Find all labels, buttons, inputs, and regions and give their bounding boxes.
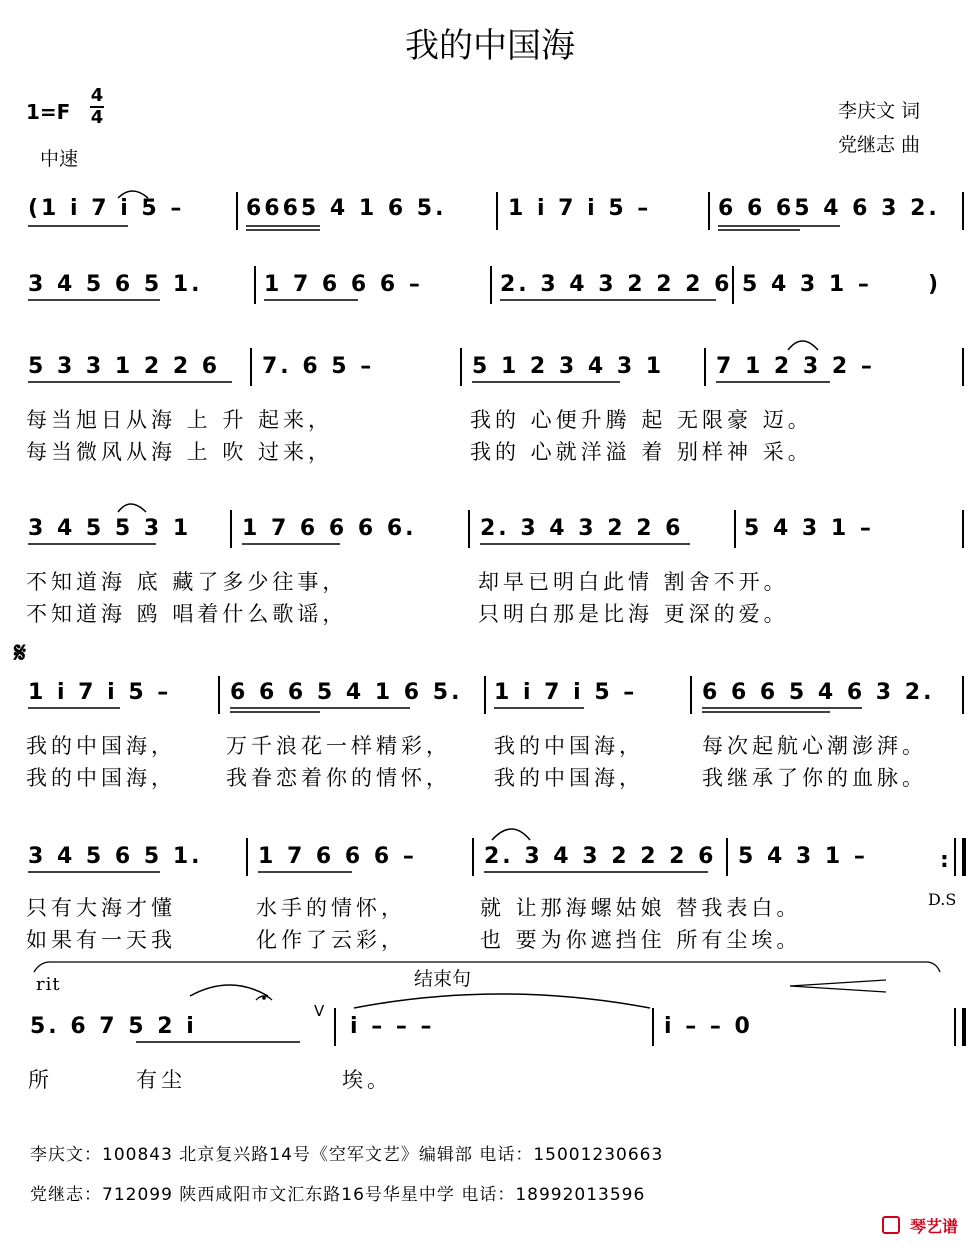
lyric-3b-2: 我的 心就洋溢 着 别样神 采。 [470, 440, 813, 464]
decrescendo-line [790, 980, 886, 986]
lyric-4b-2: 只明白那是比海 更深的爱。 [478, 602, 789, 626]
measure-2-4: 5 4 3 1 – [742, 272, 872, 297]
measure-3-2: 7. 6 5 – [262, 354, 375, 379]
lyricist-credit: 李庆文 词 [837, 100, 920, 122]
lyric-5b-2: 我眷恋着你的情怀， [226, 766, 451, 790]
decrescendo-line [790, 986, 886, 992]
lyric-3a-2: 我的 心便升腾 起 无限豪 迈。 [470, 408, 813, 432]
measure-7-3: i – – 0 [664, 1014, 753, 1039]
measure-6-2: 1 7 6 6 6 – [258, 844, 417, 869]
lyric-5a-4: 每次起航心潮澎湃。 [702, 734, 927, 758]
measure-5-4: 6 6 6 5 4 6 3 2. [702, 680, 935, 705]
lyric-6b-1: 如果有一天我 [26, 928, 176, 952]
lyric-6a-3: 就 让那海螺姑娘 替我表白。 [480, 896, 802, 920]
measure-3-1: 5 3 3 1 2 2 6 [28, 354, 221, 379]
ending-label: 结束句 [414, 968, 472, 990]
lyric-7-3: 埃。 [342, 1068, 392, 1092]
measure-4-2: 1 7 6 6 6 6. [242, 516, 417, 541]
slur [190, 985, 268, 996]
tie [354, 994, 650, 1008]
measure-2-3: 2. 3 4 3 2 2 2 6 [500, 272, 733, 297]
composer-credit: 党继志 曲 [837, 134, 920, 156]
lyric-7-1: 所 [28, 1068, 53, 1092]
lyric-5b-1: 我的中国海， [26, 766, 176, 790]
lyric-4a-2: 却早已明白此情 割舍不开。 [478, 570, 789, 594]
measure-1-4: 6 6 65 4 6 3 2. [718, 196, 940, 221]
measure-4-1: 3 4 5 5 3 1 [28, 516, 192, 541]
ending-bracket [34, 962, 940, 972]
lyric-3b-1: 每当微风从海 上 吹 过来， [26, 440, 334, 464]
ds-marking: D.S [928, 890, 957, 909]
watermark-icon [882, 1216, 900, 1234]
measure-3-4: 7 1 2 3 2 – [716, 354, 875, 379]
measure-2-1: 3 4 5 6 5 1. [28, 272, 203, 297]
page-title: 我的中国海 [405, 26, 575, 66]
measure-1-1: (1 i 7 i 5 – [28, 196, 185, 221]
watermark-logo [882, 1214, 958, 1237]
lyric-6a-2: 水手的情怀， [256, 896, 406, 920]
slur [788, 341, 818, 350]
breath-mark: V [314, 1002, 325, 1020]
repeat-dots: : [940, 848, 949, 873]
lyric-5a-1: 我的中国海， [26, 734, 176, 758]
lyric-5b-3: 我的中国海， [494, 766, 644, 790]
lyric-6b-2: 化作了云彩， [256, 928, 406, 952]
lyric-5b-4: 我继承了你的血脉。 [702, 766, 927, 790]
watermark-text: 琴艺谱 [909, 1217, 958, 1236]
lyric-6a-1: 只有大海才懂 [26, 896, 176, 920]
slur [118, 191, 148, 198]
measure-1-2: 6665 4 1 6 5. [246, 196, 447, 221]
lyric-5a-2: 万千浪花一样精彩， [226, 734, 451, 758]
measure-4-3: 2. 3 4 3 2 2 6 [480, 516, 684, 541]
slur [492, 829, 530, 840]
footer-line-2: 党继志：712099 陕西咸阳市文汇东路16号华星中学 电话：18992013596 [30, 1185, 646, 1205]
slur [118, 504, 146, 512]
lyric-3a-1: 每当旭日从海 上 升 起来， [26, 408, 334, 432]
key-signature: 1=F [26, 100, 71, 124]
measure-6-1: 3 4 5 6 5 1. [28, 844, 203, 869]
lyric-4b-1: 不知道海 鸥 唱着什么歌谣， [26, 602, 348, 626]
time-signature-top: 4 [90, 85, 104, 106]
footer-line-1: 李庆文：100843 北京复兴路14号《空军文艺》编辑部 电话：15001230663 [30, 1145, 664, 1165]
lyric-5a-3: 我的中国海， [494, 734, 644, 758]
rit-marking: rit [36, 974, 61, 995]
tempo-marking: 中速 [40, 148, 79, 170]
measure-2-2: 1 7 6 6 6 – [264, 272, 423, 297]
measure-5-2: 6 6 6 5 4 1 6 5. [230, 680, 463, 705]
measure-6-4: 5 4 3 1 – [738, 844, 868, 869]
measure-7-1: 5. 6 7 5 2 i [30, 1014, 197, 1039]
fermata-dot [262, 996, 266, 1000]
measure-6-3: 2. 3 4 3 2 2 2 6 [484, 844, 717, 869]
time-signature-bottom: 4 [90, 107, 104, 128]
lyric-4a-1: 不知道海 底 藏了多少往事， [26, 570, 348, 594]
lyric-7-2: 有尘 [136, 1068, 186, 1092]
measure-7-2: i – – – [350, 1014, 435, 1039]
measure-1-3: 1 i 7 i 5 – [508, 196, 652, 221]
measure-5-1: 1 i 7 i 5 – [28, 680, 172, 705]
measure-5-3: 1 i 7 i 5 – [494, 680, 638, 705]
measure-3-3: 5 1 2 3 4 3 1 [472, 354, 665, 379]
closing-paren: ) [928, 272, 942, 297]
measure-4-4: 5 4 3 1 – [744, 516, 874, 541]
segno-sign: 𝄋 [14, 636, 27, 669]
lyric-6b-3: 也 要为你遮挡住 所有尘埃。 [480, 928, 802, 952]
